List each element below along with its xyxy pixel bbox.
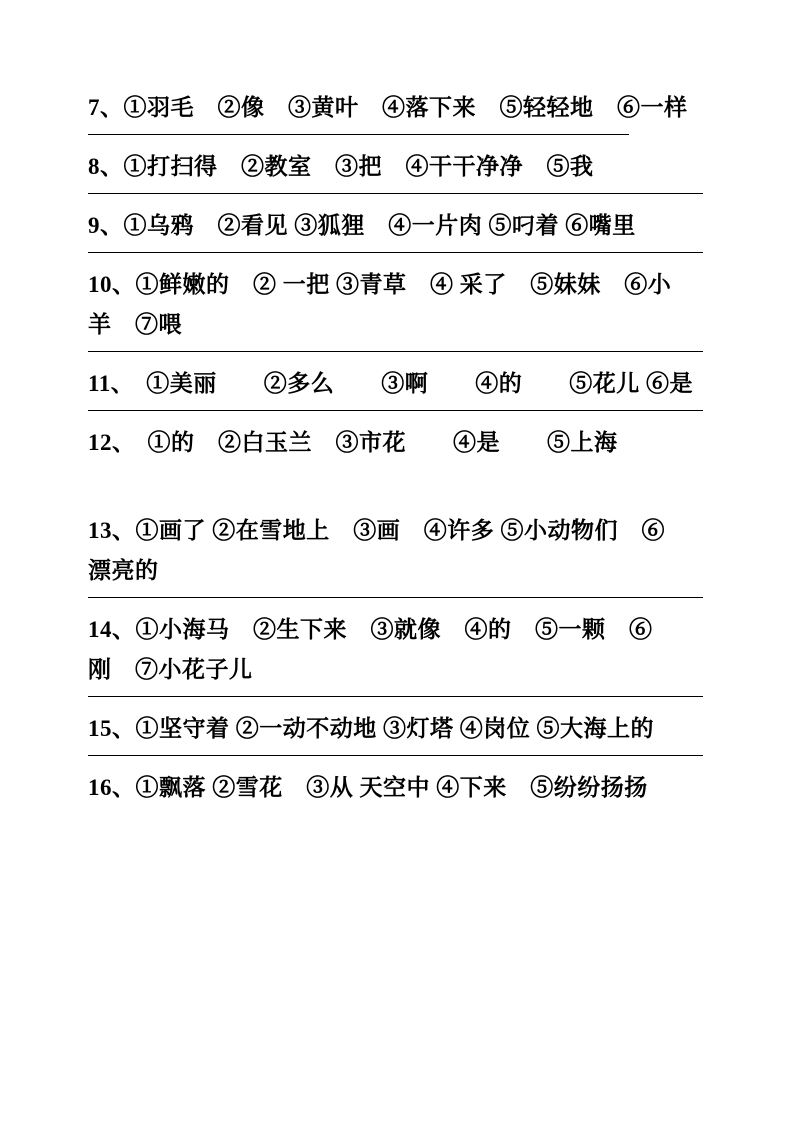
exercise-item xyxy=(88,709,703,768)
exercise-item xyxy=(88,511,703,610)
exercise-text: 13、①画了 ②在雪地上 ③画 ④许多 ⑤小动物们 ⑥ xyxy=(88,518,665,543)
answer-space xyxy=(88,814,703,844)
exercise-item xyxy=(88,423,703,511)
exercise-text: 16、①飘落 ②雪花 ③从 天空中 ④下来 ⑤纷纷扬扬 xyxy=(88,775,648,800)
exercise-text: 11、 ①美丽 ②多么 ③啊 ④的 ⑤花儿 ⑥是 xyxy=(88,371,693,396)
answer-line xyxy=(88,755,703,756)
exercise-text: 9、①乌鸦 ②看见 ③狐狸 ④一片肉 ⑤叼着 ⑥嘴里 xyxy=(88,213,636,238)
exercise-item xyxy=(88,147,703,206)
exercise-text: 8、①打扫得 ②教室 ③把 ④干干净净 ⑤我 xyxy=(88,154,594,179)
exercise-text: 15、①坚守着 ②一动不动地 ③灯塔 ④岗位 ⑤大海上的 xyxy=(88,716,654,741)
answer-line xyxy=(88,597,703,598)
exercise-item xyxy=(88,610,703,709)
exercise-text: 14、①小海马 ②生下来 ③就像 ④的 ⑤一颗 ⑥ xyxy=(88,617,653,642)
exercise-text-continued: 刚 ⑦小花子儿 xyxy=(88,657,253,682)
exercise-item xyxy=(88,206,703,265)
answer-line xyxy=(88,193,703,194)
exercise-list xyxy=(88,88,703,856)
exercise-text: 7、①羽毛 ②像 ③黄叶 ④落下来 ⑤轻轻地 ⑥一样 xyxy=(88,95,688,120)
exercise-item xyxy=(88,88,703,147)
exercise-text-continued: 羊 ⑦喂 xyxy=(88,312,182,337)
exercise-item xyxy=(88,265,703,364)
answer-line xyxy=(88,252,703,253)
exercise-item xyxy=(88,768,703,856)
answer-line xyxy=(88,696,703,697)
exercise-item xyxy=(88,364,703,423)
exercise-text: 10、①鲜嫩的 ② 一把 ③青草 ④ 采了 ⑤妹妹 ⑥小 xyxy=(88,272,672,297)
answer-line xyxy=(88,410,703,411)
answer-line xyxy=(88,351,703,352)
answer-space xyxy=(88,469,703,499)
exercise-text: 12、 ①的 ②白玉兰 ③市花 ④是 ⑤上海 xyxy=(88,430,618,455)
exercise-text-continued: 漂亮的 xyxy=(88,558,159,583)
answer-line xyxy=(88,134,629,135)
